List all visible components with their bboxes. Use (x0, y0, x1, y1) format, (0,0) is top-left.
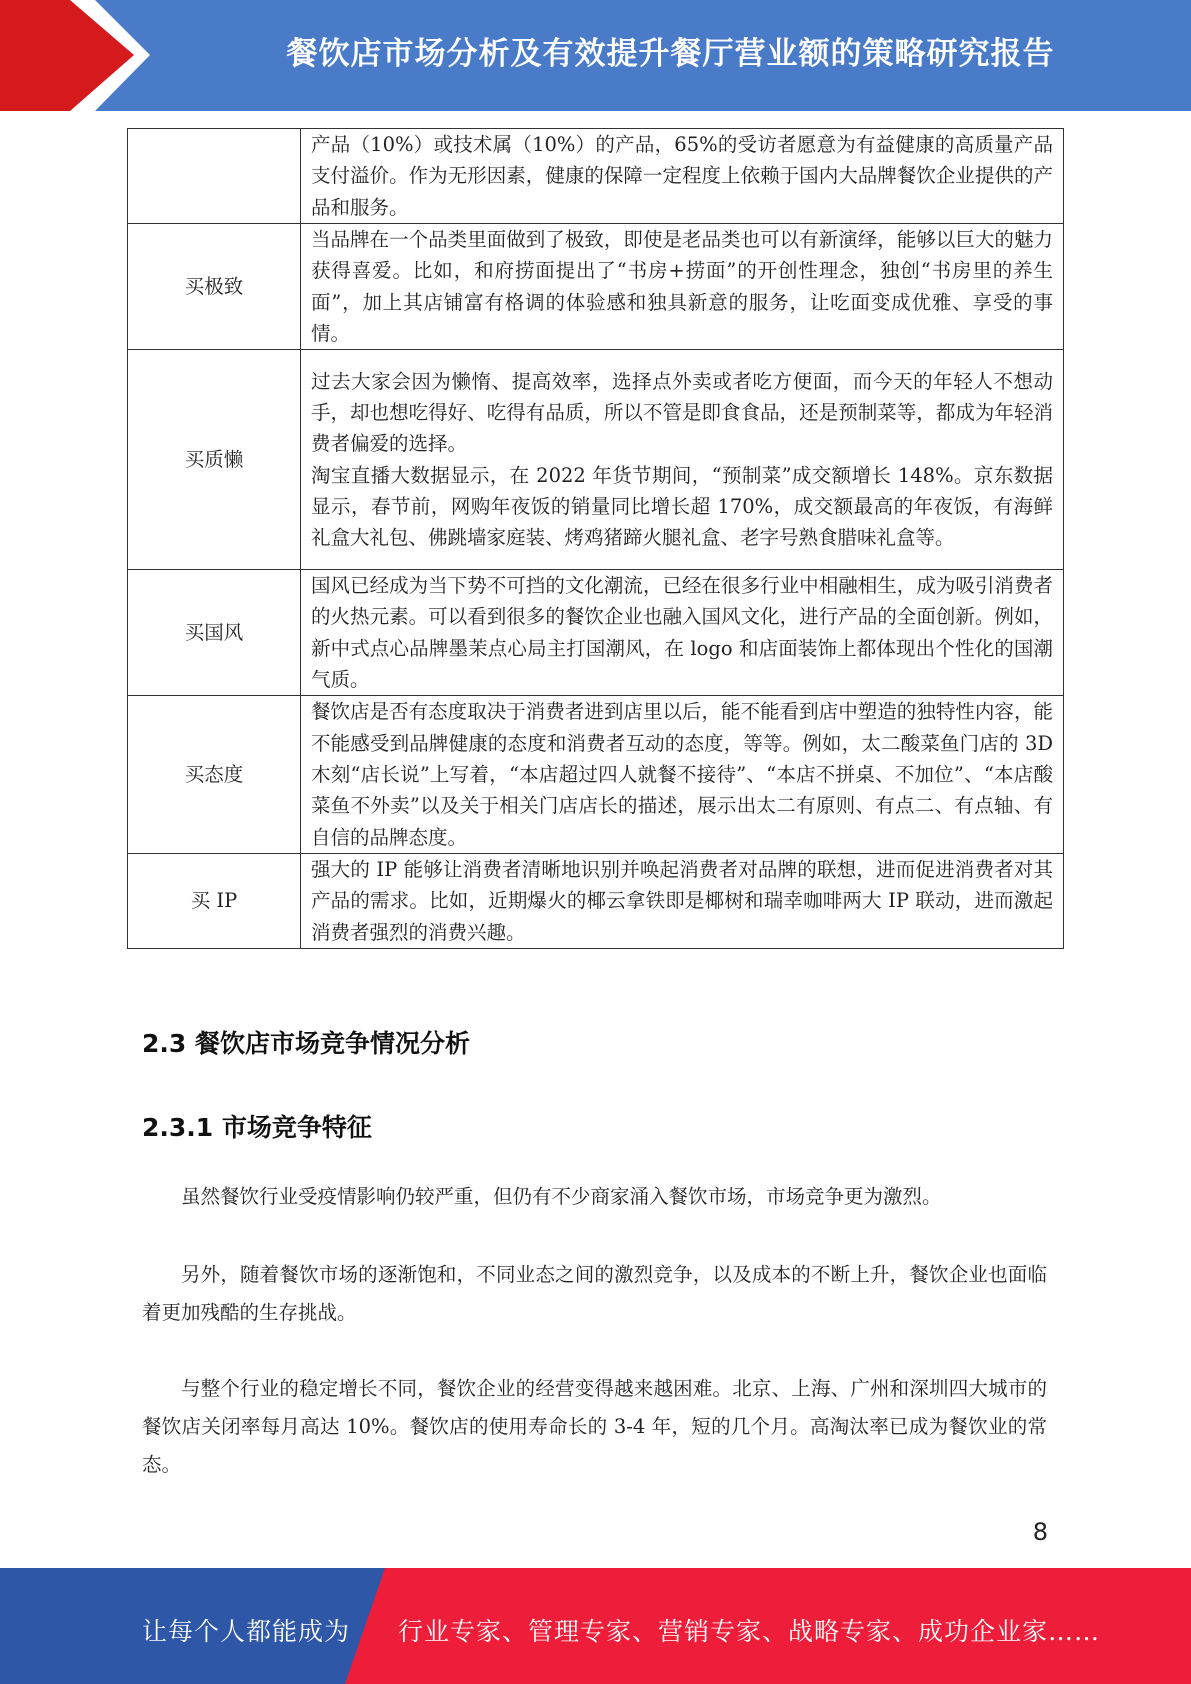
table-row (128, 129, 1064, 224)
consumer-trend-table (127, 128, 1064, 949)
row-paragraph: 国风已经成为当下势不可挡的文化潮流，已经在很多行业中相融相生，成为吸引消费者的火热元素。可以看到很多的餐饮企业也融入国风文化，进行产品的全面创新。例如，新中式点心品牌墨茉点心局主打国潮风，在 logo 和店面装饰上都体现出个性化的国潮气质。 (311, 574, 1053, 692)
body-paragraph: 另外，随着餐饮市场的逐渐饱和，不同业态之间的激烈竞争，以及成本的不断上升，餐饮企业也面临着更加残酷的生存挑战。 (142, 1263, 1047, 1324)
subsection-heading: 2.3.1 市场竞争特征 (142, 1113, 372, 1142)
row-paragraph: 产品（10%）或技术属（10%）的产品，65%的受访者愿意为有益健康的高质量产品支付溢价。作为无形因素，健康的保障一定程度上依赖于国内大品牌餐饮企业提供的产品和服务。 (311, 133, 1053, 219)
row-content (301, 853, 1064, 948)
page-header (0, 0, 1191, 111)
body-paragraph: 虽然餐饮行业受疫情影响仍较严重，但仍有不少商家涌入餐饮市场，市场竞争更为激烈。 (181, 1185, 942, 1208)
row-content (301, 570, 1064, 696)
row-label: 买态度 (128, 696, 301, 853)
row-content (301, 696, 1064, 853)
footer-slogan-left: 让每个人都能成为 (142, 1617, 351, 1646)
row-content (301, 129, 1064, 224)
row-label: 买国风 (128, 570, 301, 696)
row-label: 买极致 (128, 224, 301, 350)
row-paragraph: 淘宝直播大数据显示，在 2022 年货节期间，“预制菜”成交额增长 148%。京东数据显示，春节前，网购年夜饭的销量同比增长超 170%，成交额最高的年夜饭，有海鲜礼盒大礼包、佛跳墙家庭装、烤鸡猪蹄火腿礼盒、老字号熟食腊味礼盒等。 (311, 463, 1053, 550)
row-label: 买质懒 (128, 350, 301, 570)
page-footer (0, 1568, 1191, 1684)
row-paragraph: 强大的 IP 能够让消费者清晰地识别并唤起消费者对品牌的联想，进而促进消费者对其产品的需求。比如，近期爆火的椰云拿铁即是椰树和瑞幸咖啡两大 IP 联动，进而激起消费者强烈的消费兴趣。 (311, 857, 1053, 944)
table-row (128, 853, 1064, 948)
header-chevron-red (0, 0, 134, 111)
table-row (128, 696, 1064, 853)
row-label (128, 129, 301, 224)
table-row (128, 570, 1064, 696)
row-content (301, 224, 1064, 350)
row-paragraph: 过去大家会因为懒惰、提高效率，选择点外卖或者吃方便面，而今天的年轻人不想动手，却也想吃得好、吃得有品质，所以不管是即食食品，还是预制菜等，都成为年轻消费者偏爱的选择。 (311, 369, 1053, 456)
row-paragraph: 餐饮店是否有态度取决于消费者进到店里以后，能不能看到店中塑造的独特性内容，能不能感受到品牌健康的态度和消费者互动的态度，等等。例如，太二酸菜鱼门店的 3D 木刻“店长说”上写着，“本店超过四人就餐不接待”、“本店不拼桌、不加位”、“本店酸菜鱼不外卖”以及关于相关门店店长的描述，展示出太二有原则、有点二、有点轴、有自信的品牌态度。 (311, 700, 1053, 849)
footer-slogan-right: 行业专家、管理专家、营销专家、战略专家、成功企业家…… (398, 1617, 1101, 1646)
section-heading: 2.3 餐饮店市场竞争情况分析 (142, 1029, 470, 1058)
row-label: 买 IP (128, 853, 301, 948)
page-number: 8 (1032, 1518, 1048, 1546)
body-paragraph: 与整个行业的稳定增长不同，餐饮企业的经营变得越来越困难。北京、上海、广州和深圳四大城市的餐饮店关闭率每月高达 10%。餐饮店的使用寿命长的 3-4 年，短的几个月。高淘汰率已成为餐饮业的常态。 (142, 1377, 1047, 1476)
table-row (128, 350, 1064, 570)
row-content (301, 350, 1064, 570)
row-paragraph: 当品牌在一个品类里面做到了极致，即使是老品类也可以有新演绎，能够以巨大的魅力获得喜爱。比如，和府捞面提出了“书房+捞面”的开创性理念，独创“书房里的养生面”，加上其店铺富有格调的体验感和独具新意的服务，让吃面变成优雅、享受的事情。 (311, 228, 1053, 345)
table-row (128, 224, 1064, 350)
report-title: 餐饮店市场分析及有效提升餐厅营业额的策略研究报告 (286, 36, 1055, 72)
